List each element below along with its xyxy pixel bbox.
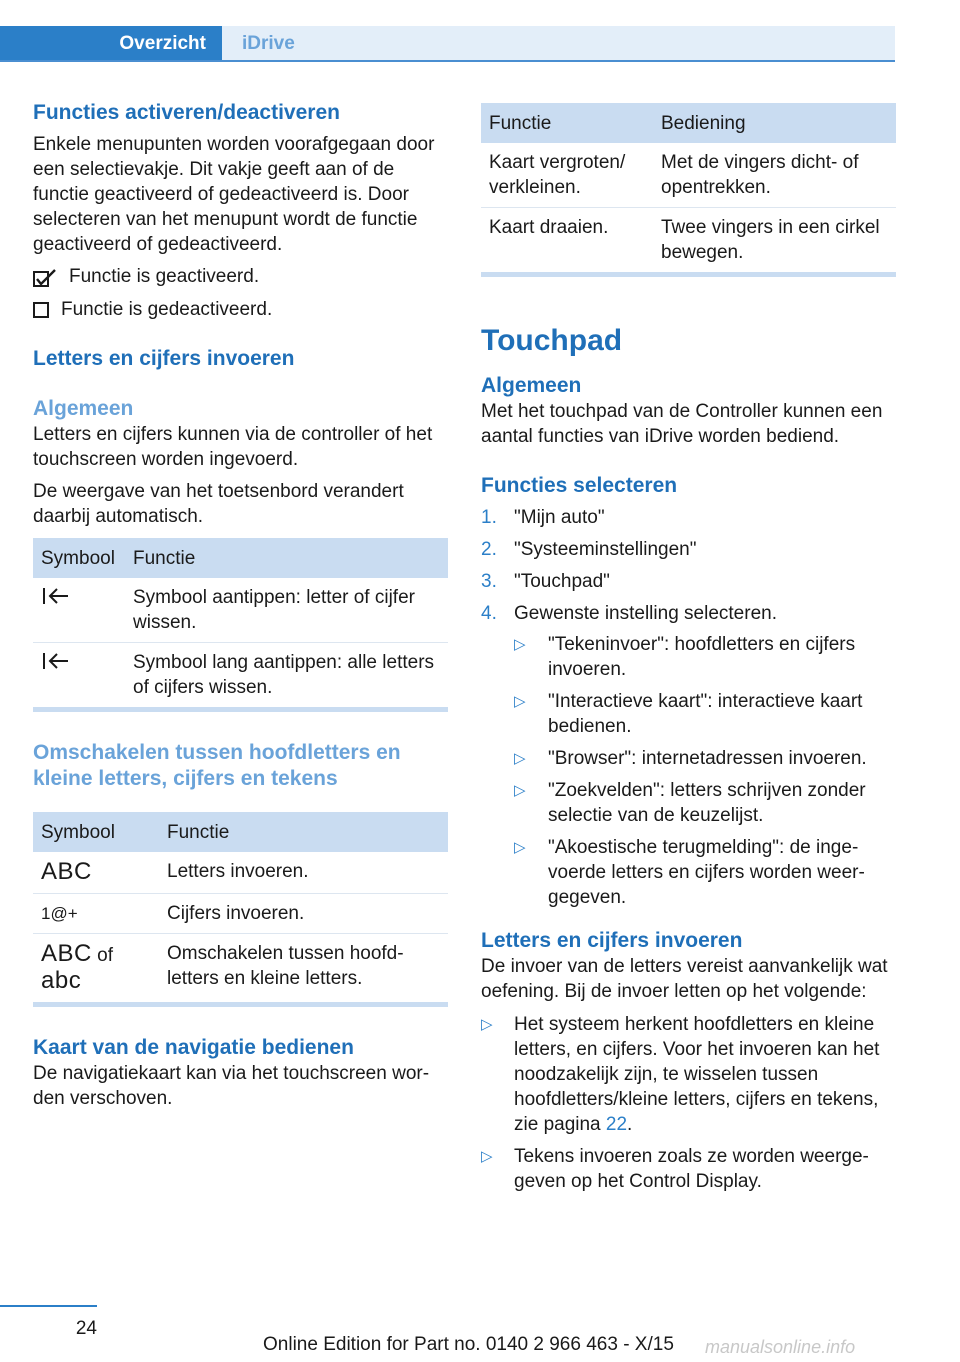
paragraph-navigatiekaart: De navigatiekaart kan via het touchscreen worden verschoven.	[33, 1063, 430, 1109]
table-cell-operation: Met de vingers dicht- of opentrekken.	[653, 143, 896, 208]
checkbox-checked-icon	[33, 268, 55, 286]
list-item	[481, 537, 896, 562]
step-text: Gewenste instelling selecteren.	[514, 603, 777, 624]
table-cell-function: Cijfers invoeren.	[159, 894, 448, 934]
watermark: manualsonline.info	[705, 1337, 856, 1357]
paragraph-touchpad: Met het touchpad van de Controller kunnen een aantal functies van iDrive worden bediend.	[481, 401, 883, 447]
legend-activated-label: Functie is geactiveerd.	[69, 266, 260, 287]
heading-letters-cijfers: Letters en cijfers invoeren	[33, 347, 295, 370]
heading-kaart-navigatie: Kaart van de navigatie bedienen	[33, 1036, 354, 1059]
table-kaart	[481, 103, 896, 272]
table-cell-function: Omschakelen tussen hoofdletters en kleine letters.	[167, 943, 404, 989]
bullet-text: "Browser": internetadressen invoeren.	[548, 748, 867, 769]
step-number: 2.	[481, 539, 497, 560]
backspace-arrow-icon	[41, 591, 71, 612]
table-cell-function: Kaart draaien.	[489, 217, 609, 238]
table-header-functie: Functie	[125, 538, 448, 578]
list-item	[514, 632, 896, 682]
heading-touchpad: Touchpad	[481, 324, 623, 357]
step-number: 4.	[481, 603, 497, 624]
bullet-text: "Zoekvelden": letters schrijven zonder selectie van de keuzelijst.	[548, 780, 866, 826]
triangle-bullet-icon: ▷	[514, 750, 526, 767]
triangle-bullet-icon: ▷	[514, 636, 526, 653]
table-row	[33, 578, 448, 643]
bullet-text: Het systeem herkent hoofdletters en kleine letters, en cijfers. Voor het invoeren kan het noodzakelijk zijn, te wisselen tussen hoofdletters/kleine letters, cijfers en tekens, zie pagina	[514, 1014, 880, 1135]
sub-bullet-list	[514, 632, 896, 910]
list-item	[514, 746, 896, 771]
table-wissen	[33, 538, 448, 707]
list-item	[514, 835, 896, 910]
table-end-bar	[33, 707, 448, 712]
list-item	[514, 778, 896, 828]
table-cell-function: Letters invoeren.	[159, 852, 448, 894]
heading-functies-activeren: Functies activeren/deactiveren	[33, 101, 340, 124]
bullet-text-end: .	[627, 1114, 633, 1135]
right-column	[481, 100, 896, 1201]
heading-algemeen: Algemeen	[33, 397, 134, 420]
table-row	[481, 208, 896, 273]
table-row	[33, 934, 448, 1003]
table-row	[33, 852, 448, 894]
symbol-or-label: of	[97, 945, 113, 966]
triangle-bullet-icon: ▷	[481, 1148, 493, 1165]
table-cell-symbol	[33, 578, 125, 643]
heading-letters-cijfers-invoeren: Letters en cijfers invoeren	[481, 929, 743, 952]
footer-edition: Online Edition for Part no. 0140 2 966 463 - X/15	[263, 1334, 674, 1355]
tab-overzicht[interactable]: Overzicht	[0, 26, 222, 62]
table-header-symbool: Symbool	[33, 812, 159, 852]
table-row	[33, 894, 448, 934]
paragraph-toetsenbord: De weergave van het toetsenbord verandert daarbij automatisch.	[33, 481, 404, 527]
bullet-text: "Tekeninvoer": hoofdletters en cijfers invoeren.	[548, 634, 856, 680]
checkbox-empty-icon	[33, 302, 49, 318]
list-item	[481, 505, 896, 530]
triangle-bullet-icon: ▷	[514, 839, 526, 856]
tab-idrive[interactable]: iDrive	[222, 26, 895, 62]
backspace-arrow-icon	[41, 656, 71, 677]
table-cell-operation: Twee vingers in een cirkel bewegen.	[661, 217, 880, 263]
table-cell-symbol	[33, 643, 125, 708]
numbers-symbols-icon: 1@+	[41, 904, 78, 923]
table-header-functie: Functie	[481, 103, 653, 143]
table-omschakelen	[33, 812, 448, 1002]
header-divider	[0, 60, 895, 62]
triangle-bullet-icon: ▷	[514, 782, 526, 799]
step-text: "Mijn auto"	[514, 507, 605, 528]
heading-functies-selecteren: Functies selecteren	[481, 474, 678, 497]
heading-omschakelen: Omschakelen tussen hoofdletters en kleine letters, cijfers en tekens	[33, 741, 401, 790]
list-item	[481, 569, 896, 594]
list-item	[481, 1144, 896, 1194]
bullet-text: Tekens invoeren zoals ze worden weergegeven op het Control Display.	[514, 1146, 869, 1192]
triangle-bullet-icon: ▷	[481, 1016, 493, 1033]
paragraph-selectievakje: Enkele menupunten worden voorafgegaan door een selectievakje. Dit vakje geeft aan of de functie geactiveerd of gedeactiveerd is. Door selecteren van het menupunt wordt de functie geactiveerd of gedeactiveerd.	[33, 134, 435, 255]
table-cell-function: Symbool lang aantippen: alle letters of cijfers wissen.	[133, 652, 435, 698]
abc-upper-icon: ABC	[41, 940, 92, 967]
left-column	[33, 100, 448, 1111]
step-text: "Touchpad"	[514, 571, 610, 592]
table-header-symbool: Symbool	[33, 538, 125, 578]
footer-divider	[0, 1305, 97, 1307]
step-number: 3.	[481, 571, 497, 592]
list-item	[481, 1012, 896, 1137]
paragraph-invoer: De invoer van de letters vereist aanvankelijk wat oefening. Bij de invoer letten op het volgende:	[481, 956, 888, 1002]
table-header-bediening: Bediening	[653, 103, 896, 143]
table-cell-function: Kaart vergroten/ verkleinen.	[481, 143, 653, 208]
bullet-text: "Interactieve kaart": interactieve kaart bedienen.	[548, 691, 863, 737]
table-cell-symbol	[33, 894, 159, 934]
abc-upper-icon: ABC	[41, 858, 92, 885]
page-number: 24	[75, 1318, 97, 1339]
table-cell-function: Symbool aantippen: letter of cijfer wissen.	[125, 578, 448, 643]
legend-activated	[33, 264, 448, 289]
steps-list	[481, 505, 896, 910]
table-end-bar	[33, 1002, 448, 1007]
table-row	[33, 643, 448, 708]
list-item	[514, 689, 896, 739]
table-cell-symbol	[33, 852, 159, 894]
bullet-list	[481, 1012, 896, 1194]
table-header-functie: Functie	[159, 812, 448, 852]
triangle-bullet-icon: ▷	[514, 693, 526, 710]
table-cell-symbol	[33, 934, 159, 1003]
step-number: 1.	[481, 507, 497, 528]
legend-deactivated	[33, 297, 448, 322]
table-end-bar	[481, 272, 896, 277]
paragraph-controller: Letters en cijfers kunnen via de controller of het touchscreen worden ingevoerd.	[33, 424, 433, 470]
abc-lower-icon: abc	[41, 967, 82, 994]
table-row	[481, 143, 896, 208]
heading-algemeen: Algemeen	[481, 374, 582, 397]
bullet-text: "Akoestische terugmelding": de ingevoerde letters en cijfers worden weergegeven.	[548, 837, 865, 908]
page-link[interactable]: 22	[605, 1114, 628, 1135]
step-text: "Systeeminstellingen"	[514, 539, 697, 560]
legend-deactivated-label: Functie is gedeactiveerd.	[61, 299, 273, 320]
list-item	[481, 601, 896, 910]
